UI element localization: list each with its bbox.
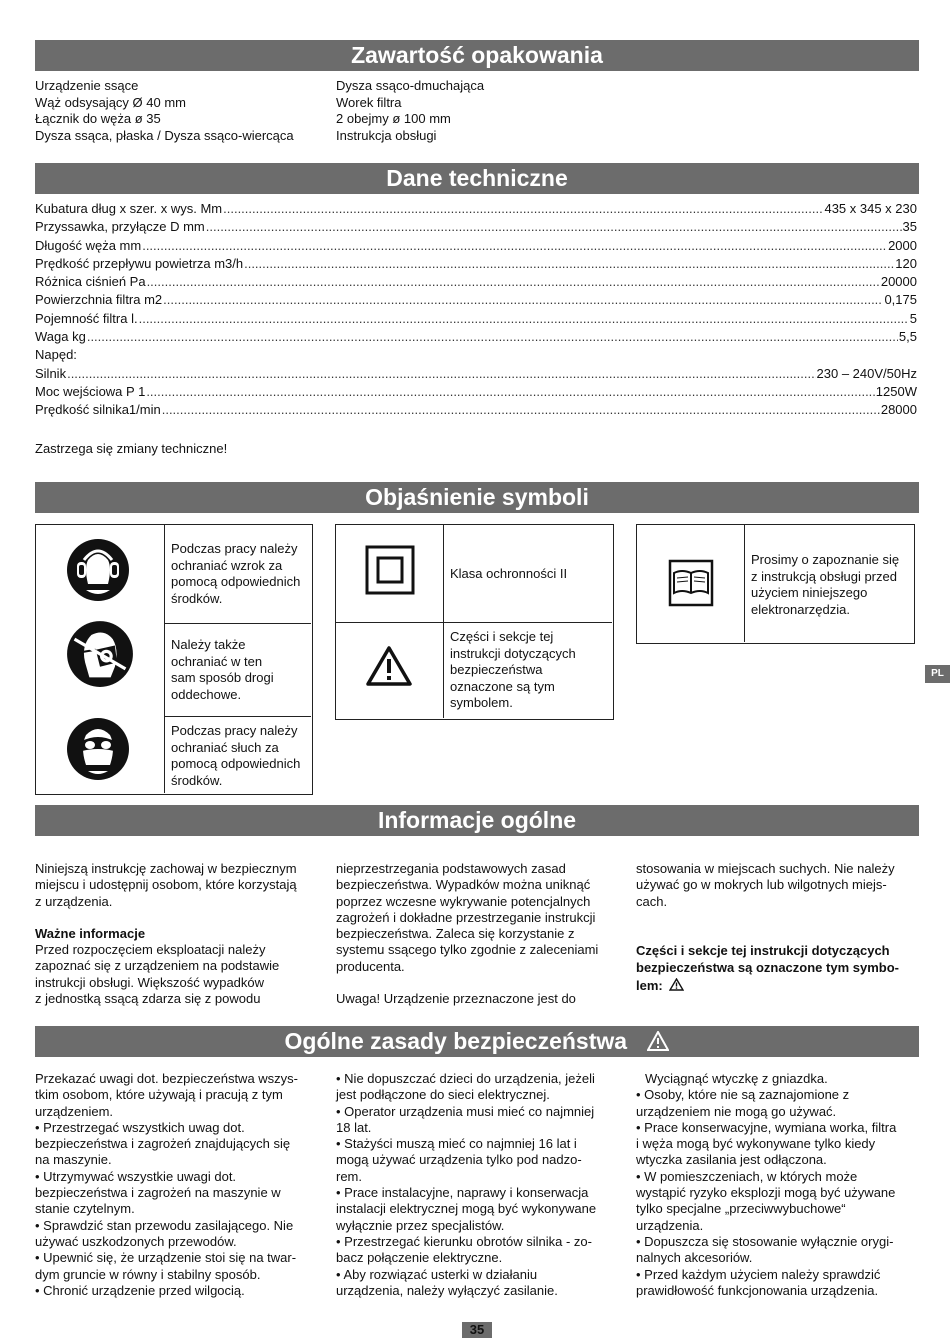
list-item: • Prace instalacyjne, naprawy i konserwacja instalacji elektrycznej mogą być wykonywane wyłącznie przez specjalistów.	[336, 1185, 597, 1233]
spec-value: 120	[895, 255, 917, 271]
spec-label: Przyssawka, przyłącze D mm	[35, 219, 205, 235]
ear-protection-icon	[66, 538, 130, 602]
spec-row	[35, 310, 917, 328]
important-heading: Ważne informacje	[35, 925, 146, 941]
language-tab: PL	[925, 665, 950, 683]
list-item: • Prace konserwacyjne, wymiana worka, filtra i węża mogą być wykonywane tylko kiedy wtyczka zasilania jest odłączona.	[636, 1119, 897, 1168]
spec-value: 2000	[888, 237, 917, 253]
spec-row	[35, 200, 917, 218]
spec-row	[35, 383, 917, 401]
list-item: • Przestrzegać wszystkich uwag dot. bezpieczeństwa i zagrożeń znajdujących się na maszynie.	[35, 1119, 291, 1168]
spec-label: Długość węża mm	[35, 237, 142, 253]
contents-right-list	[336, 78, 484, 144]
spec-row	[35, 273, 917, 291]
section-title-symbols: Objaśnienie symboli	[35, 482, 919, 513]
list-item: • Sprawdzić stan przewodu zasilającego. Nie używać uszkodzonych przewodów.	[35, 1217, 294, 1249]
list-item: • Utrzymywać wszystkie uwagi dot. bezpieczeństwa i zagrożeń na maszynie w stanie czytelnym.	[35, 1168, 281, 1217]
respirator-icon	[66, 620, 134, 688]
warning-triangle-icon	[669, 978, 684, 991]
list-item: • Operator urządzenia musi mieć co najmniej 18 lat.	[336, 1103, 595, 1135]
spec-row	[35, 218, 917, 236]
protection-class-ii-icon	[365, 545, 415, 595]
list-item: Dysza ssąco-dmuchająca	[336, 78, 485, 93]
spec-table	[35, 200, 917, 420]
spec-row	[35, 328, 917, 346]
list-item: • Nie dopuszczać dzieci do urządzenia, jeżeli jest podłączone do sieci elektrycznej.	[336, 1071, 595, 1103]
spec-label: Różnica ciśnień Pa	[35, 274, 146, 290]
symbol-description: Podczas pracy należy ochraniać słuch za pomocą odpowiednich środków.	[171, 723, 301, 788]
section-title-general: Informacje ogólne	[35, 805, 919, 836]
spec-row	[35, 291, 917, 309]
general-col-2: nieprzestrzegania podstawowych zasad bezpieczeństwa. Wypadków można uniknąć poprzez wczesne wykrywanie potencjalnych zagrożeń i dokładne przestrzeganie instrukcji bezpieczeństwa. Zaleca się korzystanie z systemu ssącego tylko zgodnie z zaleceniami producenta. Uwaga! Urządzenie przeznaczone jest do	[336, 861, 599, 1007]
spec-value: 35	[902, 219, 917, 235]
safety-col-1: Przekazać uwagi dot. bezpieczeństwa wszys- tkim osobom, które używają i pracują z tym urządzeniem. • Przestrzegać wszystkich uwag dot. bezpieczeństwa i zagrożeń znajdujących się na maszynie. • Utrzymywać wszystkie uwagi dot. bezpieczeństwa i zagrożeń na maszynie w stanie czytelnym. • Sprawdzić stan przewodu zasilającego. Nie używać uszkodzonych przewodów. • Upewnić się, że urządzenie stoi się na twar- dym gruncie w równy i stabilny sposób. • Chronić urządzenie przed wilgocią.	[35, 1071, 325, 1299]
spec-label: Napęd:	[35, 347, 77, 363]
general-col-3: stosowania w miejscach suchych. Nie należy używać go w mokrych lub wilgotnych miejs- cach. Części i sekcje tej instrukcji dotyczących bezpieczeństwa są oznaczone tym symbo- lem:	[636, 861, 926, 994]
spec-label: Waga kg	[35, 329, 86, 345]
spec-label: Moc wejściowa P 1	[35, 383, 146, 399]
symbols-table-class	[335, 524, 614, 720]
safety-title-text: Ogólne zasady bezpieczeństwa	[284, 1028, 628, 1054]
symbol-description: Prosimy o zapoznanie się z instrukcją obsługi przed użyciem niniejszego elektronarzędzia.	[751, 552, 900, 617]
symbol-description: Części i sekcje tej instrukcji dotyczących bezpieczeństwa oznaczone są tym symbolem.	[450, 629, 576, 710]
list-item: Instrukcja obsługi	[336, 127, 437, 143]
list-item: Worek filtra	[336, 94, 402, 110]
list-item: 2 obejmy ø 100 mm	[336, 111, 451, 126]
spec-value: 230 – 240V/50Hz	[816, 365, 917, 381]
spec-row	[35, 365, 917, 383]
section-title-safety	[35, 1026, 919, 1057]
list-item: • Przed każdym użyciem należy sprawdzić prawidłowość funkcjonowania urządzenia.	[636, 1266, 881, 1298]
safety-symbol-note: Części i sekcje tej instrukcji dotyczących bezpieczeństwa są oznaczone tym symbo- lem:	[636, 942, 899, 993]
list-item: • Stażyści muszą mieć co najmniej 16 lat i mogą używać urządzenia tylko pod nadzo- rem.	[336, 1136, 582, 1184]
contents-left-list	[35, 78, 294, 144]
spec-value: 20000	[880, 274, 917, 290]
safety-col-3: Wyciągnąć wtyczkę z gniazdka. • Osoby, które nie są zaznajomione z urządzeniem nie mogą go używać. • Prace konserwacyjne, wymiana worka, filtra i węża mogą być wykonywane tylko kiedy wtyczka zasilania jest odłączona. • W pomieszczeniach, w których może wystąpić ryzyko eksplozji mogą być używane tylko specjalne „przeciwwybuchowe“ urządzenia. • Dopuszcza się stosowanie wyłącznie orygi- nalnych akcesoriów. • Przed każdym użyciem należy sprawdzić prawidłowość funkcjonowania urządzenia.	[636, 1071, 926, 1299]
spec-value: 5,5	[898, 329, 917, 345]
page-number: 35	[462, 1322, 492, 1338]
safety-col-2	[336, 1071, 626, 1299]
general-col-1: Niniejszą instrukcję zachowaj w bezpiecznym miejscu i udostępnij osobom, które korzystają z urządzenia. Ważne informacje Przed rozpoczęciem eksploatacji należy zapoznać się z urządzeniem na podstawie instrukcji obsługi. Większość wypadków z jednostką ssącą zdarza się z powodu	[35, 861, 325, 1007]
list-item: • Osoby, które nie są zaznajomione z urządzeniem nie mogą go używać.	[636, 1087, 850, 1119]
goggles-icon	[66, 717, 130, 781]
spec-value: 5	[909, 310, 917, 326]
list-item: • W pomieszczeniach, w których może wystąpić ryzyko eksplozji mogą być używane tylko specjalne „przeciwwybuchowe“ urządzenia.	[636, 1168, 896, 1233]
spec-row	[35, 237, 917, 255]
list-item: • Dopuszcza się stosowanie wyłącznie orygi- nalnych akcesoriów.	[636, 1233, 894, 1266]
tech-note: Zastrzega się zmiany techniczne!	[35, 441, 228, 456]
list-item: • Chronić urządzenie przed wilgocią.	[35, 1282, 245, 1298]
spec-value: 0,175	[884, 292, 917, 308]
spec-label: Kubatura dług x szer. x wys. Mm	[35, 201, 223, 216]
spec-label: Prędkość przepływu powietrza m3/h	[35, 255, 244, 271]
spec-value: 435 x 345 x 230	[824, 201, 917, 216]
spec-row	[35, 401, 917, 419]
spec-label: Powierzchnia filtra m2	[35, 292, 163, 308]
spec-row	[35, 255, 917, 273]
spec-value: 28000	[880, 402, 917, 418]
section-title-contents: Zawartość opakowania	[35, 40, 919, 71]
section-title-tech: Dane techniczne	[35, 163, 919, 194]
list-item: Urządzenie ssące	[35, 78, 139, 93]
spec-label: Silnik	[35, 365, 67, 381]
warning-triangle-icon	[366, 645, 412, 687]
symbol-description: Należy także ochraniać w ten sam sposób drogi oddechowe.	[171, 637, 274, 702]
warning-triangle-icon	[647, 1031, 669, 1051]
list-item: • Aby rozwiązać usterki w działaniu urządzenia, należy wyłączyć zasilanie.	[336, 1266, 558, 1298]
list-item: Łącznik do węża ø 35	[35, 111, 161, 126]
list-item: Dysza ssąca, płaska / Dysza ssąco-wiercąca	[35, 127, 294, 143]
spec-label: Pojemność filtra l.	[35, 310, 138, 326]
list-item: • Przestrzegać kierunku obrotów silnika - zo- bacz połączenie elektryczne.	[336, 1233, 592, 1266]
spec-value: 1250W	[875, 383, 917, 399]
spec-label: Prędkość silnika1/min	[35, 402, 161, 418]
list-item: • Upewnić się, że urządzenie stoi się na twar- dym gruncie w równy i stabilny sposób.	[35, 1250, 297, 1282]
spec-row	[35, 346, 917, 364]
symbol-description: Podczas pracy należy ochraniać wzrok za pomocą odpowiednich środków.	[171, 541, 301, 606]
list-item: Wąż odsysający Ø 40 mm	[35, 94, 186, 110]
symbol-description: Klasa ochronności II	[450, 566, 568, 581]
symbols-table-manual	[636, 524, 915, 644]
symbols-table-ppe	[35, 524, 313, 795]
manual-book-icon	[668, 559, 714, 607]
